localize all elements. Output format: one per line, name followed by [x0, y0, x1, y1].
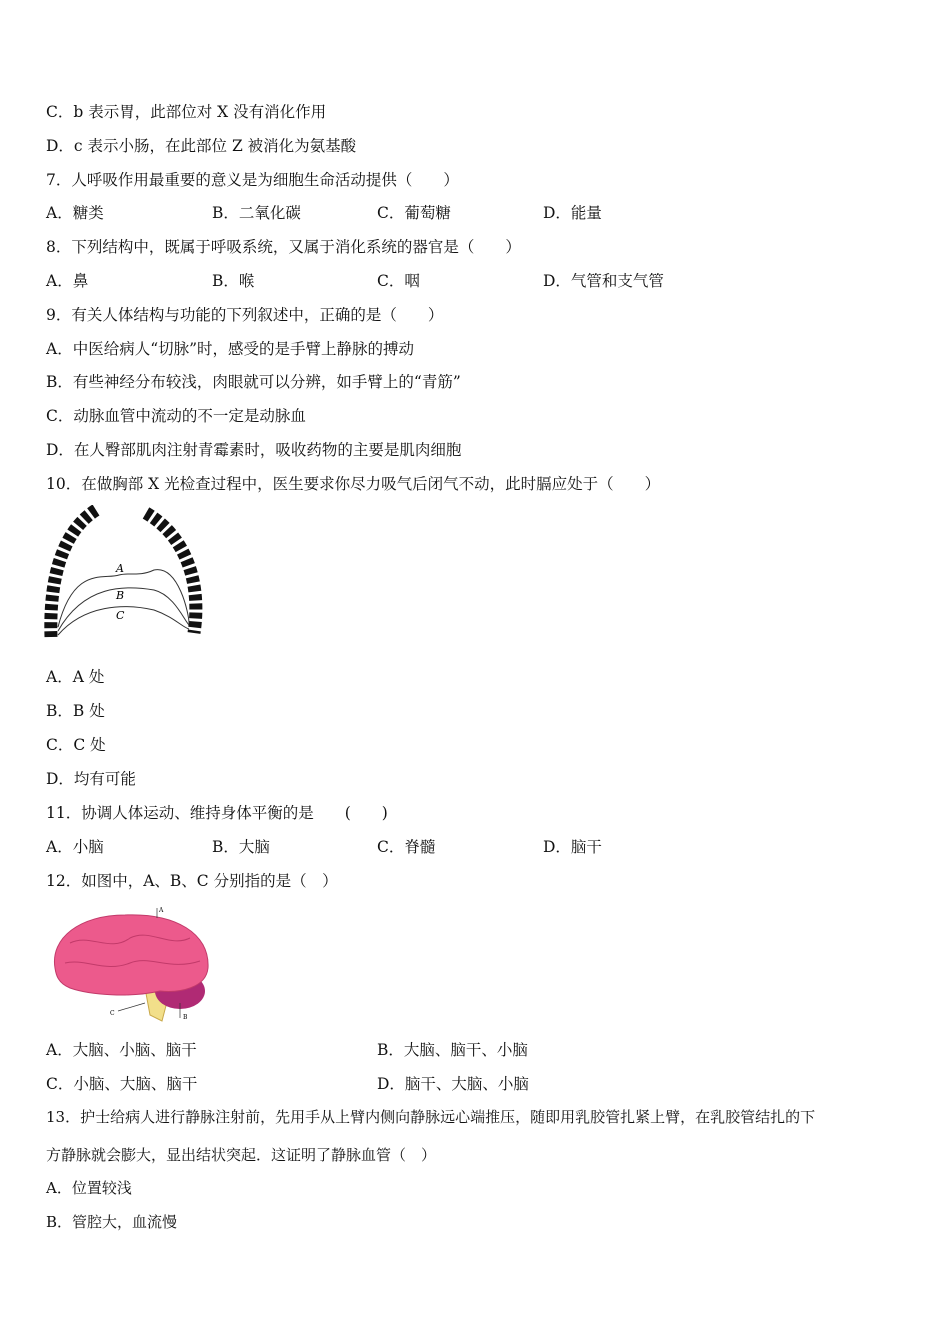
q8-option-d: D．气管和支气管 [543, 272, 664, 290]
q7-option-d: D．能量 [543, 204, 602, 222]
q10-stem: 10．在做胸部 X 光检查过程中，医生要求你尽力吸气后闭气不动，此时膈应处于（ ） [46, 475, 661, 493]
q9-option-d: D．在人臀部肌肉注射青霉素时，吸收药物的主要是肌肉细胞 [46, 441, 462, 459]
brain-figure [50, 903, 215, 1028]
q11-option-c: C．脊髓 [377, 838, 436, 856]
q11-option-d: D．脑干 [543, 838, 602, 856]
q7-stem: 7．人呼吸作用最重要的意义是为细胞生命活动提供（ ） [46, 171, 459, 189]
label-c: C [116, 609, 125, 622]
q9-option-a: A．中医给病人“切脉”时，感受的是手臂上静脉的搏动 [46, 340, 415, 358]
label-b: B [116, 589, 125, 602]
q10-option-b: B．B 处 [46, 702, 105, 720]
q11-option-a: A．小脑 [46, 838, 104, 856]
q11-option-b: B．大脑 [212, 838, 270, 856]
q7-option-c: C．葡萄糖 [377, 204, 451, 222]
q9-option-c: C．动脉血管中流动的不一定是动脉血 [46, 407, 306, 425]
q8-option-a: A．鼻 [46, 272, 89, 290]
q7-option-a: A．糖类 [46, 204, 104, 222]
q8-stem: 8．下列结构中，既属于呼吸系统，又属于消化系统的器官是（ ） [46, 238, 521, 256]
q12-option-c: C．小脑、大脑、脑干 [46, 1075, 198, 1093]
q12-option-d: D．脑干、大脑、小脑 [377, 1075, 529, 1093]
q11-stem: 11．协调人体运动、维持身体平衡的是 ( ) [46, 804, 388, 822]
q9-stem: 9．有关人体结构与功能的下列叙述中，正确的是（ ） [46, 306, 444, 324]
q13-stem-line1: 13．护士给病人进行静脉注射前，先用手从上臂内侧向静脉远心端推压，随即用乳胶管扎紧上臂，在乳胶管结扎的下 [46, 1108, 816, 1126]
q9-option-b: B．有些神经分布较浅，肉眼就可以分辨，如手臂上的“青筋” [46, 373, 461, 391]
q8-option-c: C．咽 [377, 272, 420, 290]
q10-option-a: A．A 处 [46, 668, 105, 686]
q6-option-d: D．c 表示小肠，在此部位 Z 被消化为氨基酸 [46, 137, 357, 155]
q12-option-b: B．大脑、脑干、小脑 [377, 1041, 528, 1059]
label-a: A [159, 907, 164, 914]
q6-option-c: C．b 表示胃，此部位对 X 没有消化作用 [46, 103, 327, 121]
q13-option-a: A．位置较浅 [46, 1179, 132, 1197]
diaphragm-figure [44, 505, 209, 640]
q8-option-b: B．喉 [212, 272, 255, 290]
q7-option-b: B．二氧化碳 [212, 204, 301, 222]
q12-option-a: A．大脑、小脑、脑干 [46, 1041, 197, 1059]
label-c: C [110, 1010, 115, 1017]
label-a: A [116, 562, 124, 575]
label-b: B [183, 1014, 188, 1021]
q13-stem-line2: 方静脉就会膨大，显出结状突起．这证明了静脉血管（ ） [46, 1146, 437, 1164]
q12-stem: 12．如图中，A、B、C 分别指的是（ ） [46, 872, 338, 890]
q13-option-b: B．管腔大，血流慢 [46, 1213, 178, 1231]
q10-option-c: C．C 处 [46, 736, 106, 754]
q10-option-d: D．均有可能 [46, 770, 136, 788]
